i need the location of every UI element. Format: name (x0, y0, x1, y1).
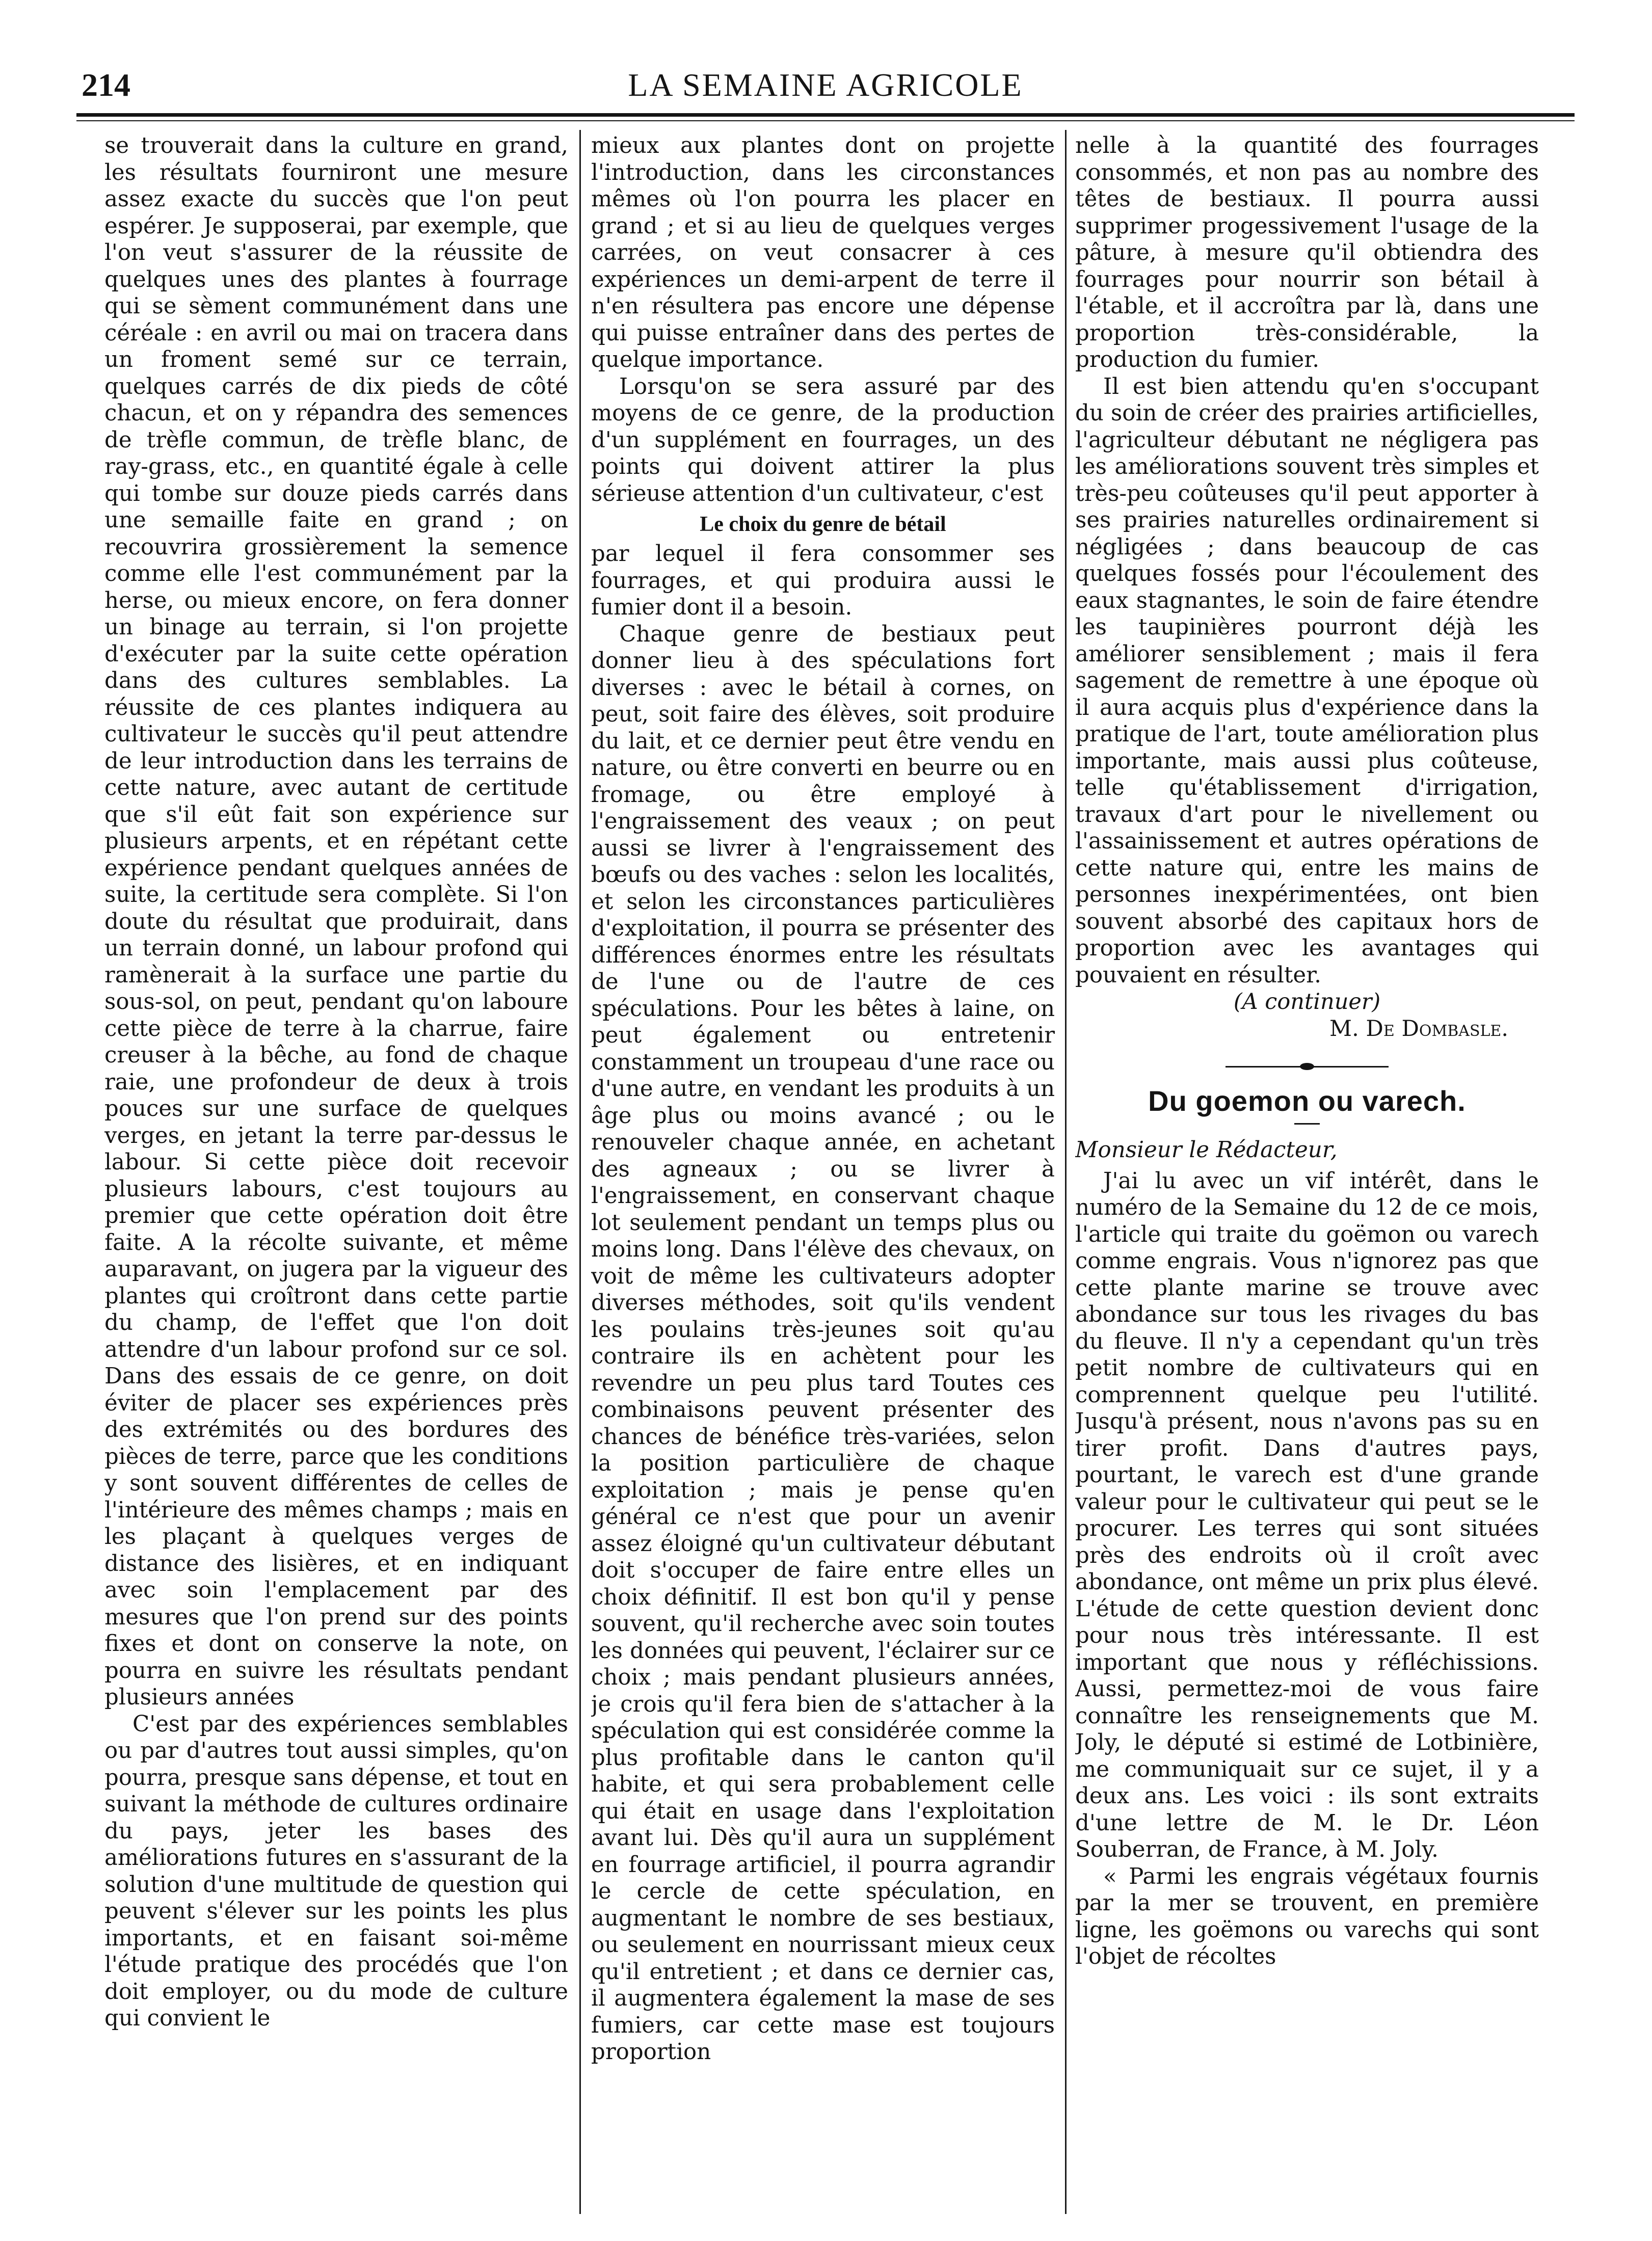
salutation: Monsieur le Rédacteur, (1075, 1137, 1338, 1163)
column-3 (1075, 132, 1539, 2211)
paragraph: se trouverait dans la culture en grand, les résultats fourniront une mesure assez exacte du succès que l'on peut espérer. Je supposerai, par exemple, que l'on veut s'assurer de la réussite de quelques unes des plantes à fourrage qui se sèment communément dans une céréale : en avril ou mai on tracera dans un froment semé sur ce terrain, quelques carrés de dix pieds de côté chacun, et on y répandra des semences de trèfle commun, de trèfle blanc, de ray-grass, etc., en quantité égale à celle qui tombe sur douze pieds carrés dans une semaille faite en grand ; on recouvrira grossièrement la semence comme elle l'est communément par la herse, ou mieux encore, on fera donner un binage au terrain, si l'on projette d'exécuter par la suite cette opération dans des cultures semblables. La réussite de ces plantes indiquera au cultivateur le succès qu'il peut attendre de leur introduction dans les terrains de cette nature, avec autant de certitude que s'il eût fait son expérience sur plusieurs arpents, et en répétant cette expérience pendant quelques années de suite, la certitude sera complète. Si l'on doute du résultat que produirait, dans un terrain donné, un labour profond qui ramènerait à la surface une partie du sous-sol, on peut, pendant qu'on laboure cette pièce de terre à la charrue, faire creuser à la bêche, au fond de chaque raie, une profondeur de deux à trois pouces sur une surface de quelques verges, en jetant la terre par-dessus le labour. Si cette pièce doit recevoir plusieurs labours, c'est toujours au premier que cette opération doit être faite. A la récolte suivante, et même auparavant, on jugera par la vigueur des plantes qui croîtront dans cette partie du champ, de l'effet que l'on doit attendre d'un labour profond sur ce sol. Dans des essais de ce genre, on doit éviter de placer ses expériences près des extrémités ou des bordures des pièces de terre, parce que les conditions y sont souvent différentes de celles de l'intérieure des mêmes champs ; mais en les plaçant à quelques verges de distance des lisières, et en indiquant avec soin l'emplacement par des mesures que l'on prend sur des points fixes et dont on conserve la note, on pourra en suivre les résultats pendant plusieurs années (104, 133, 568, 1710)
paragraph: nelle à la quantité des fourrages consommés, et non pas au nombre des têtes de bestiaux. Il pourra aussi supprimer progessivement l'usage de la pâture, à mesure qu'il obtiendra des fourrages pour nourrir son bétail à l'étable, et il accroîtra par là, dans une proportion très-considérable, la production du fumier. (1075, 133, 1539, 372)
author-signature: M. De Dombasle. (1329, 1016, 1508, 1042)
paragraph: par lequel il fera consommer ses fourrages, et qui produira aussi le fumier dont il a besoin. (591, 541, 1055, 620)
paragraph: « Parmi les engrais végétaux fournis par la mer se trouvent, en première ligne, les goëmons ou varechs qui sont l'objet de récoltes (1075, 1863, 1539, 1969)
paragraph: mieux aux plantes dont on projette l'introduction, dans les circonstances mêmes où l'on pourra les placer en grand ; et si au lieu de quelques verges carrées, on veut consacrer à ces expériences un demi-arpent de terre il n'en résultera pas encore une dépense qui puisse entraîner dans des pertes de quelque importance. (591, 133, 1055, 372)
header-rule-thin (76, 120, 1575, 121)
ornament-divider (1225, 1063, 1389, 1070)
article-title: Du goemon ou varech. (1148, 1085, 1466, 1117)
paragraph: Lorsqu'on se sera assuré par des moyens de ce genre, de la production d'un supplément en fourrages, un des points qui doivent attirer la plus sérieuse attention d'un cultivateur, c'est (591, 374, 1055, 506)
paragraph: Chaque genre de bestiaux peut donner lieu à des spéculations fort diverses : avec le bétail à cornes, on peut, soit faire des élèves, soit produire du lait, et ce dernier peut être vendu en nature, ou être converti en beurre ou en fromage, ou être employé à l'engraissement des veaux ; on peut aussi se livrer à l'engraissement des bœufs ou des vaches : selon les localités, et selon les circonstances particulières d'exploitation, il pourra se présenter des différences énormes entre les résultats de l'une ou de l'autre de ces spéculations. Pour les bêtes à laine, on peut également ou entretenir constamment un troupeau d'une race ou d'une autre, en vendant les produits à un âge plus ou moins avancé ; ou le renouveler chaque année, en achetant des agneaux ; ou se livrer à l'engraissement, en conservant chaque lot seulement pendant un temps plus ou moins long. Dans l'élève des chevaux, on voit de même les cultivateurs adopter diverses méthodes, soit qu'ils vendent les poulains très-jeunes soit qu'au contraire ils en achètent pour les revendre un peu plus tard Toutes ces combinaisons peuvent présenter des chances de bénéfice très-variées, selon la position particulière de chaque exploitation ; mais je pense qu'en général ce n'est que pour un avenir assez éloigné qu'un cultivateur débutant doit s'occuper de faire entre elles un choix définitif. Il est bon qu'il y pense souvent, qu'il recherche avec soin toutes les données qui peuvent, l'éclairer sur ce choix ; mais pendant plusieurs années, je crois qu'il fera bien de s'attacher à la spéculation qui est considérée comme la plus profitable dans le canton qu'il habite, et qui sera probablement celle qui était en usage dans l'exploitation avant lui. Dès qu'il aura un supplément en fourrage artificiel, il pourra agrandir le cercle de cette spéculation, en augmentant le nombre de ses bestiaux, ou seulement en nourrissant mieux ceux qu'il entretient ; et dans ce dernier cas, il augmentera également la mase de ses fumiers, car cette mase est toujours proportion (591, 621, 1055, 2065)
page-header (76, 66, 1575, 112)
column-rule-1 (579, 130, 581, 2214)
continued-note: (A continuer) (1233, 989, 1381, 1015)
header-rule (76, 113, 1575, 117)
paragraph: J'ai lu avec un vif intérêt, dans le numéro de la Semaine du 12 de ce mois, l'article qui traite du goëmon ou varech comme engrais. Vous n'ignorez pas que cette plante marine se trouve avec abondance sur tous les rivages du bas du fleuve. Il n'y a cependant qu'un très petit nombre de cultivateurs qui en comprennent quelque peu l'utilité. Jusqu'à présent, nous n'avons pas su en tirer profit. Dans d'autres pays, pourtant, le varech est d'une grande valeur pour le cultivateur qui peut se le procurer. Les terres qui sont situées près des endroits où il croît avec abondance, ont même un prix plus élevé. L'étude de cette question devient donc pour nous très intéressante. Il est important que nous y réfléchissions. Aussi, permettez-moi de vous faire connaître les renseignements que M. Joly, le député si estimé de Lotbinière, me communiquait sur ce sujet, il y a deux ans. Les voici : ils sont extraits d'une lettre de M. le Dr. Léon Souberran, de France, à M. Joly. (1075, 1168, 1539, 1862)
column-2 (591, 132, 1055, 2211)
page-number: 214 (82, 67, 130, 103)
paragraph: Il est bien attendu qu'en s'occupant du soin de créer des prairies artificielles, l'agriculteur débutant ne négligera pas les améliorations souvent très simples et très-peu coûteuses qu'il peut apporter à ses prairies naturelles ordinairement si négligées ; dans beaucoup de cas quelques fossés pour l'écoulement des eaux stagnantes, le soin de faire étendre les taupinières pourront déjà les améliorer sensiblement ; mais il fera sagement de remettre à une époque où il aura acquis plus d'expérience dans la pratique de l'art, toute amélioration plus importante, mais aussi plus coûteuse, telle qu'établissement d'irrigation, travaux d'art pour le nivellement ou l'assainissement et autres opérations de cette nature qui, entre les mains de personnes inexpérimentées, ont bien souvent absorbé des capitaux hors de proportion avec les avantages qui pouvaient en résulter. (1075, 374, 1539, 988)
running-title: LA SEMAINE AGRICOLE (628, 67, 1023, 103)
paragraph: C'est par des expériences semblables ou par d'autres tout aussi simples, qu'on pourra, presque sans dépense, et tout en suivant la méthode de cultures ordinaire du pays, jeter les bases des améliorations futures en s'assurant de la solution d'une multitude de question qui peuvent s'élever sur les points les plus importants, et en faisant soi-même l'étude pratique des procédés que l'on doit employer, ou du mode de culture qui convient le (104, 1711, 568, 2031)
ornament-dot (1300, 1063, 1314, 1070)
column-rule-2 (1065, 130, 1067, 2214)
column-1 (104, 132, 568, 2211)
section-subhead: Le choix du genre de bétail (700, 513, 946, 536)
title-dash (1294, 1123, 1320, 1125)
